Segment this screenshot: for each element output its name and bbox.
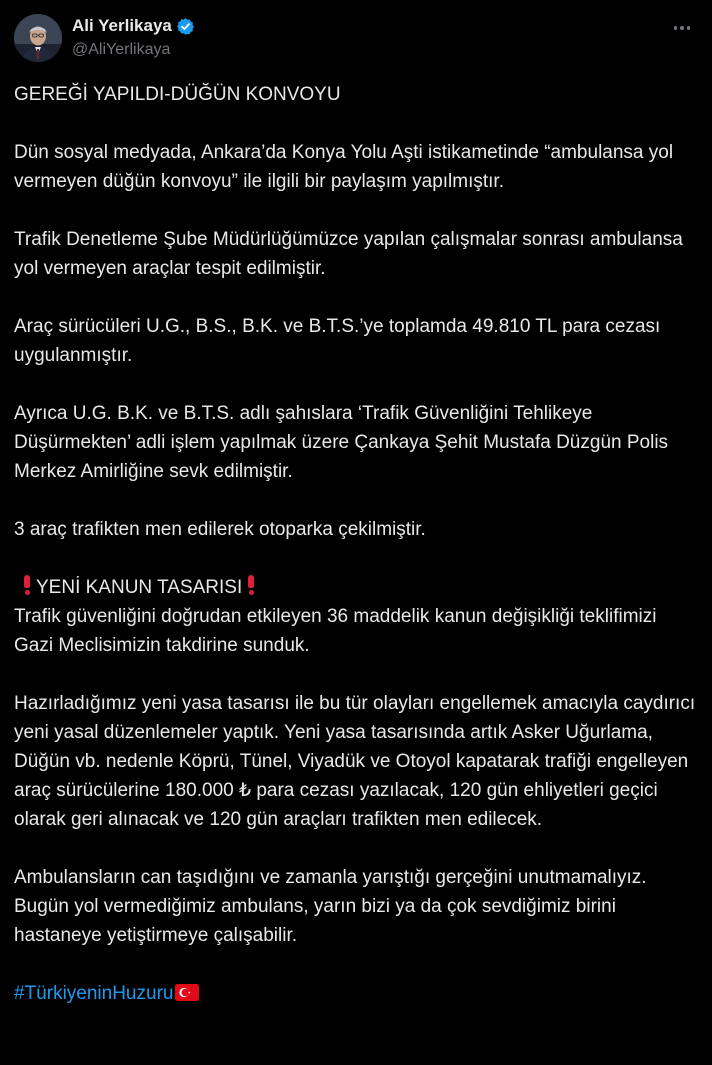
law-heading: YENİ KANUN TASARISI xyxy=(36,577,243,598)
tweet-header xyxy=(14,12,698,64)
handle[interactable]: @AliYerlikaya xyxy=(72,41,171,58)
tweet-paragraph: Trafik Denetleme Şube Müdürlüğümüzce yapılan çalışmalar sonrası ambulansa yol vermeyen araçlar tespit edilmiştir. xyxy=(14,229,683,279)
tweet-paragraph: Ambulansların can taşıdığını ve zamanla yarıştığı gerçeğini unutmamalıyız. Bugün yol vermediğimiz ambulans, yarın bizi ya da çok sevdiğimiz birini hastaneye yetiştirmeye çalışabilir. xyxy=(14,867,647,946)
tweet-paragraph: Trafik güvenliğini doğrudan etkileyen 36 maddelik kanun değişikliği teklifimizi Gazi Meclisimizin takdirine sunduk. xyxy=(14,606,657,656)
verified-badge-icon[interactable] xyxy=(176,17,195,36)
tweet-paragraph: Hazırladığımız yeni yasa tasarısı ile bu tür olayları engellemek amacıyla caydırıcı yeni yasal düzenlemeler yaptık. Yeni yasa tasarısında artık Asker Uğurlama, Düğün vb. nedenle Köprü, Tünel, Viyadük ve Otoyol kapatarak trafiği engelleyen araç sürücülerine 180.000 ₺ para cezası yazılacak, 120 gün ehliyetleri geçici olarak geri alınacak ve 120 gün araçları trafikten men edilecek. xyxy=(14,693,696,830)
avatar[interactable] xyxy=(14,14,62,62)
author-names xyxy=(72,15,195,61)
tweet-text xyxy=(14,80,700,1008)
red-exclamation-icon xyxy=(24,575,30,595)
display-name[interactable]: Ali Yerlikaya xyxy=(72,16,172,35)
tweet-paragraph: Araç sürücüleri U.G., B.S., B.K. ve B.T.S.’ye toplamda 49.810 TL para cezası uygulanmıştır. xyxy=(14,316,661,366)
more-options-icon[interactable] xyxy=(668,14,696,42)
law-heading-line xyxy=(14,573,700,602)
display-name-row xyxy=(72,15,195,37)
red-exclamation-icon xyxy=(248,575,254,595)
tweet-paragraph: Dün sosyal medyada, Ankara’da Konya Yolu Aşti istikametinde “ambulansa yol vermeyen düğün konvoyu” ile ilgili bir paylaşım yapılmıştır. xyxy=(14,142,674,192)
tweet-paragraph: Ayrıca U.G. B.K. ve B.T.S. adlı şahıslara ‘Trafik Güvenliğini Tehlikeye Düşürmekten’ adli işlem yapılmak üzere Çankaya Şehit Mustafa Düzgün Polis Merkez Amirliğine sevk edilmiştir. xyxy=(14,403,669,482)
tweet-paragraph: 3 araç trafikten men edilerek otoparka çekilmiştir. xyxy=(14,519,426,540)
turkey-flag-icon xyxy=(175,981,199,998)
tweet-title: GEREĞİ YAPILDI-DÜĞÜN KONVOYU xyxy=(14,84,341,105)
hashtag-line xyxy=(14,979,700,1008)
hashtag-link[interactable]: #TürkiyeninHuzuru xyxy=(14,983,174,1004)
